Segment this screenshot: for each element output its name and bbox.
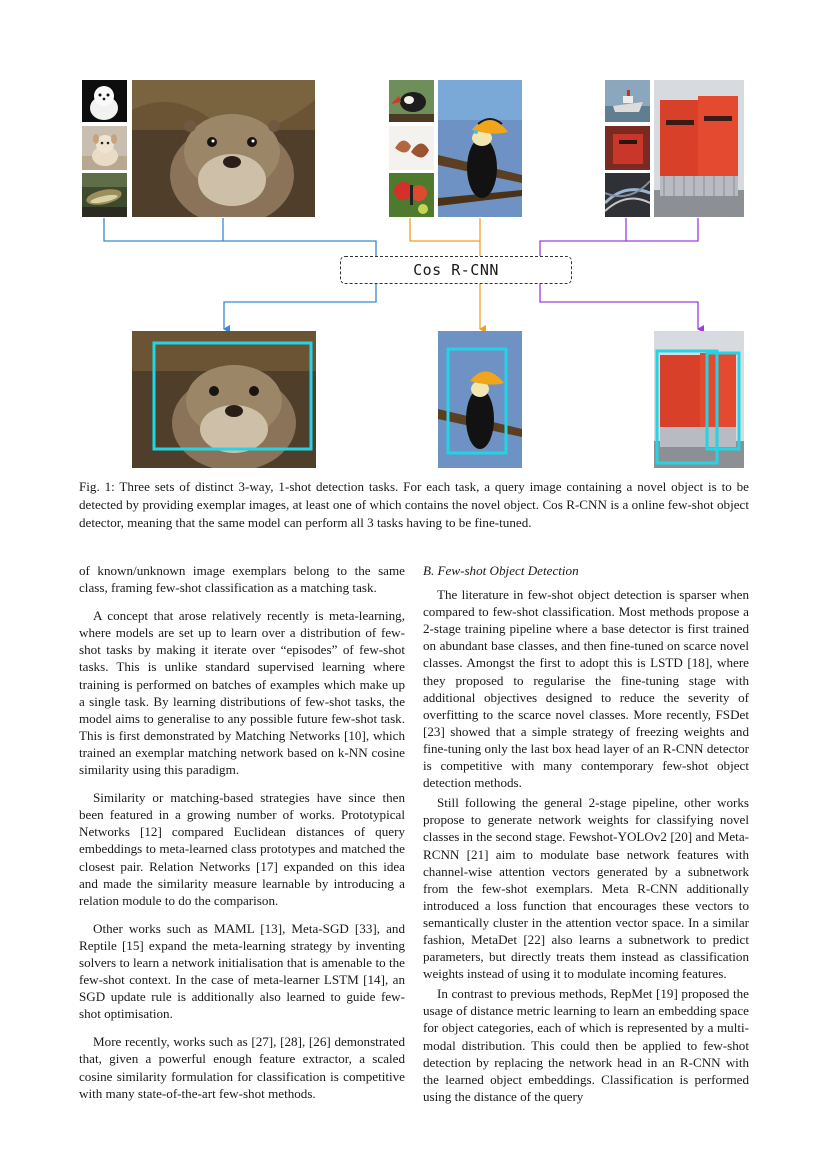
paragraph: In contrast to previous methods, RepMet [19] proposed the usage of distance metric learning to learn an embedding space for object categories, each of which is represented by a multi-modal distribution. This could then be applied to few-shot detection by replacing the network head in an R-CNN with the learned object embeddings. Classification is performed using the distance of the query bbox=[423, 986, 749, 1104]
exemplar-otter-image bbox=[132, 80, 315, 217]
exemplar-butterfly-image bbox=[389, 173, 434, 217]
otter-flow-lines bbox=[104, 218, 376, 329]
figure-1 bbox=[0, 0, 827, 470]
paragraph: Other works such as MAML [13], Meta-SGD [33], and Reptile [15] expand the meta-learning strategy by inventing solvers to learn a network initialisation that is amenable to the few-shot context. In the case of meta-learner LSTM [14], an SGD update rule is additionally also learned to guide few-shot optimisation. bbox=[79, 920, 405, 1022]
exemplar-redbox-image bbox=[605, 126, 650, 170]
exemplar-cables-image bbox=[605, 173, 650, 217]
cos-rcnn-label: Cos R-CNN bbox=[340, 256, 572, 284]
query-postbox-image bbox=[654, 331, 744, 468]
exemplar-puppy-image bbox=[82, 126, 127, 170]
exemplar-shell-image bbox=[389, 126, 434, 170]
exemplar-fish-image bbox=[82, 173, 127, 217]
section-heading: B. Few-shot Object Detection bbox=[423, 563, 579, 578]
query-toucan-image bbox=[438, 331, 522, 468]
query-otter-image bbox=[132, 331, 316, 468]
left-column bbox=[79, 562, 405, 1113]
exemplar-boat-image bbox=[605, 80, 650, 122]
right-column bbox=[423, 562, 749, 1108]
paragraph: The literature in few-shot object detection is sparser when compared to few-shot classification. Most methods propose a 2-stage training pipeline where a base detector is first trained on abundant base classes, and then fine-tuned on scarce novel classes. Amongst the first to adopt this is LSTD [18], where they proposed to regularise the fine-tuning stage with additional objectives designed to reduce the severity of overfitting to the scarce novel classes. More recently, FSDet [23] showed that a simple strategy of freezing weights and fine-tuning only the last box head layer of an R-CNN detector is competitive with many contemporary few-shot object detection methods. bbox=[423, 587, 749, 791]
paragraph: Similarity or matching-based strategies have since then been featured in a growing number of works. Prototypical Networks [12] compared Euclidean distances of query embeddings to meta-learned class prototypes and matched the closest pair. Relation Networks [17] expanded on this idea and made the similarity measure learnable by introducing a relation module to do the comparison. bbox=[79, 790, 405, 908]
exemplar-postbox-image bbox=[654, 80, 744, 217]
exemplar-bird-image bbox=[389, 80, 434, 122]
paragraph: Still following the general 2-stage pipeline, other works propose to generate network weights for classifying novel classes in the second stage. Fewshot-YOLOv2 [20] and Meta-RCNN [21] aim to modulate base network features with channel-wise attention vectors generated by a subnetwork from the few-shot exemplars. Meta R-CNN additionally introduced a loss function that encourages these vectors to semantically cluster in the attention vector space. In a similar fashion, MetaDet [22] also learns a subnetwork to predict parameters, but directly treats them instead as classification weights instead of using it to modulate incoming features. bbox=[423, 795, 749, 982]
exemplar-dog-image bbox=[82, 80, 127, 122]
exemplar-toucan-image bbox=[438, 80, 522, 217]
paragraph: A concept that arose relatively recently is meta-learning, where models are set up to learn over a distribution of few-shot tasks by making it iterate over “episodes” of few-shot tasks. This is unlike standard supervised learning where training is performed on batches of examples which make up a single task. By learning distributions of few-shot tasks, the model aims to generalise to any possible future few-shot task. This is first demonstrated by Matching Networks [10], which trained an exemplar matching network based on k-NN cosine similarity using this paradigm. bbox=[79, 608, 405, 778]
figure-caption: Fig. 1: Three sets of distinct 3-way, 1-shot detection tasks. For each task, a query image containing a novel object is to be detected by providing exemplar images, at least one of which contains the novel object. Cos R-CNN is a online few-shot object detector, meaning that the same model can perform all 3 tasks having to be fine-tuned. bbox=[79, 479, 749, 530]
paragraph: More recently, works such as [27], [28], [26] demonstrated that, given a powerful enough feature extractor, a scaled cosine similarity formulation for classification is competitive with many state-of-the-art few-shot methods. bbox=[79, 1034, 405, 1101]
paragraph: of known/unknown image exemplars belong to the same class, framing few-shot classification as a matching task. bbox=[79, 563, 405, 596]
